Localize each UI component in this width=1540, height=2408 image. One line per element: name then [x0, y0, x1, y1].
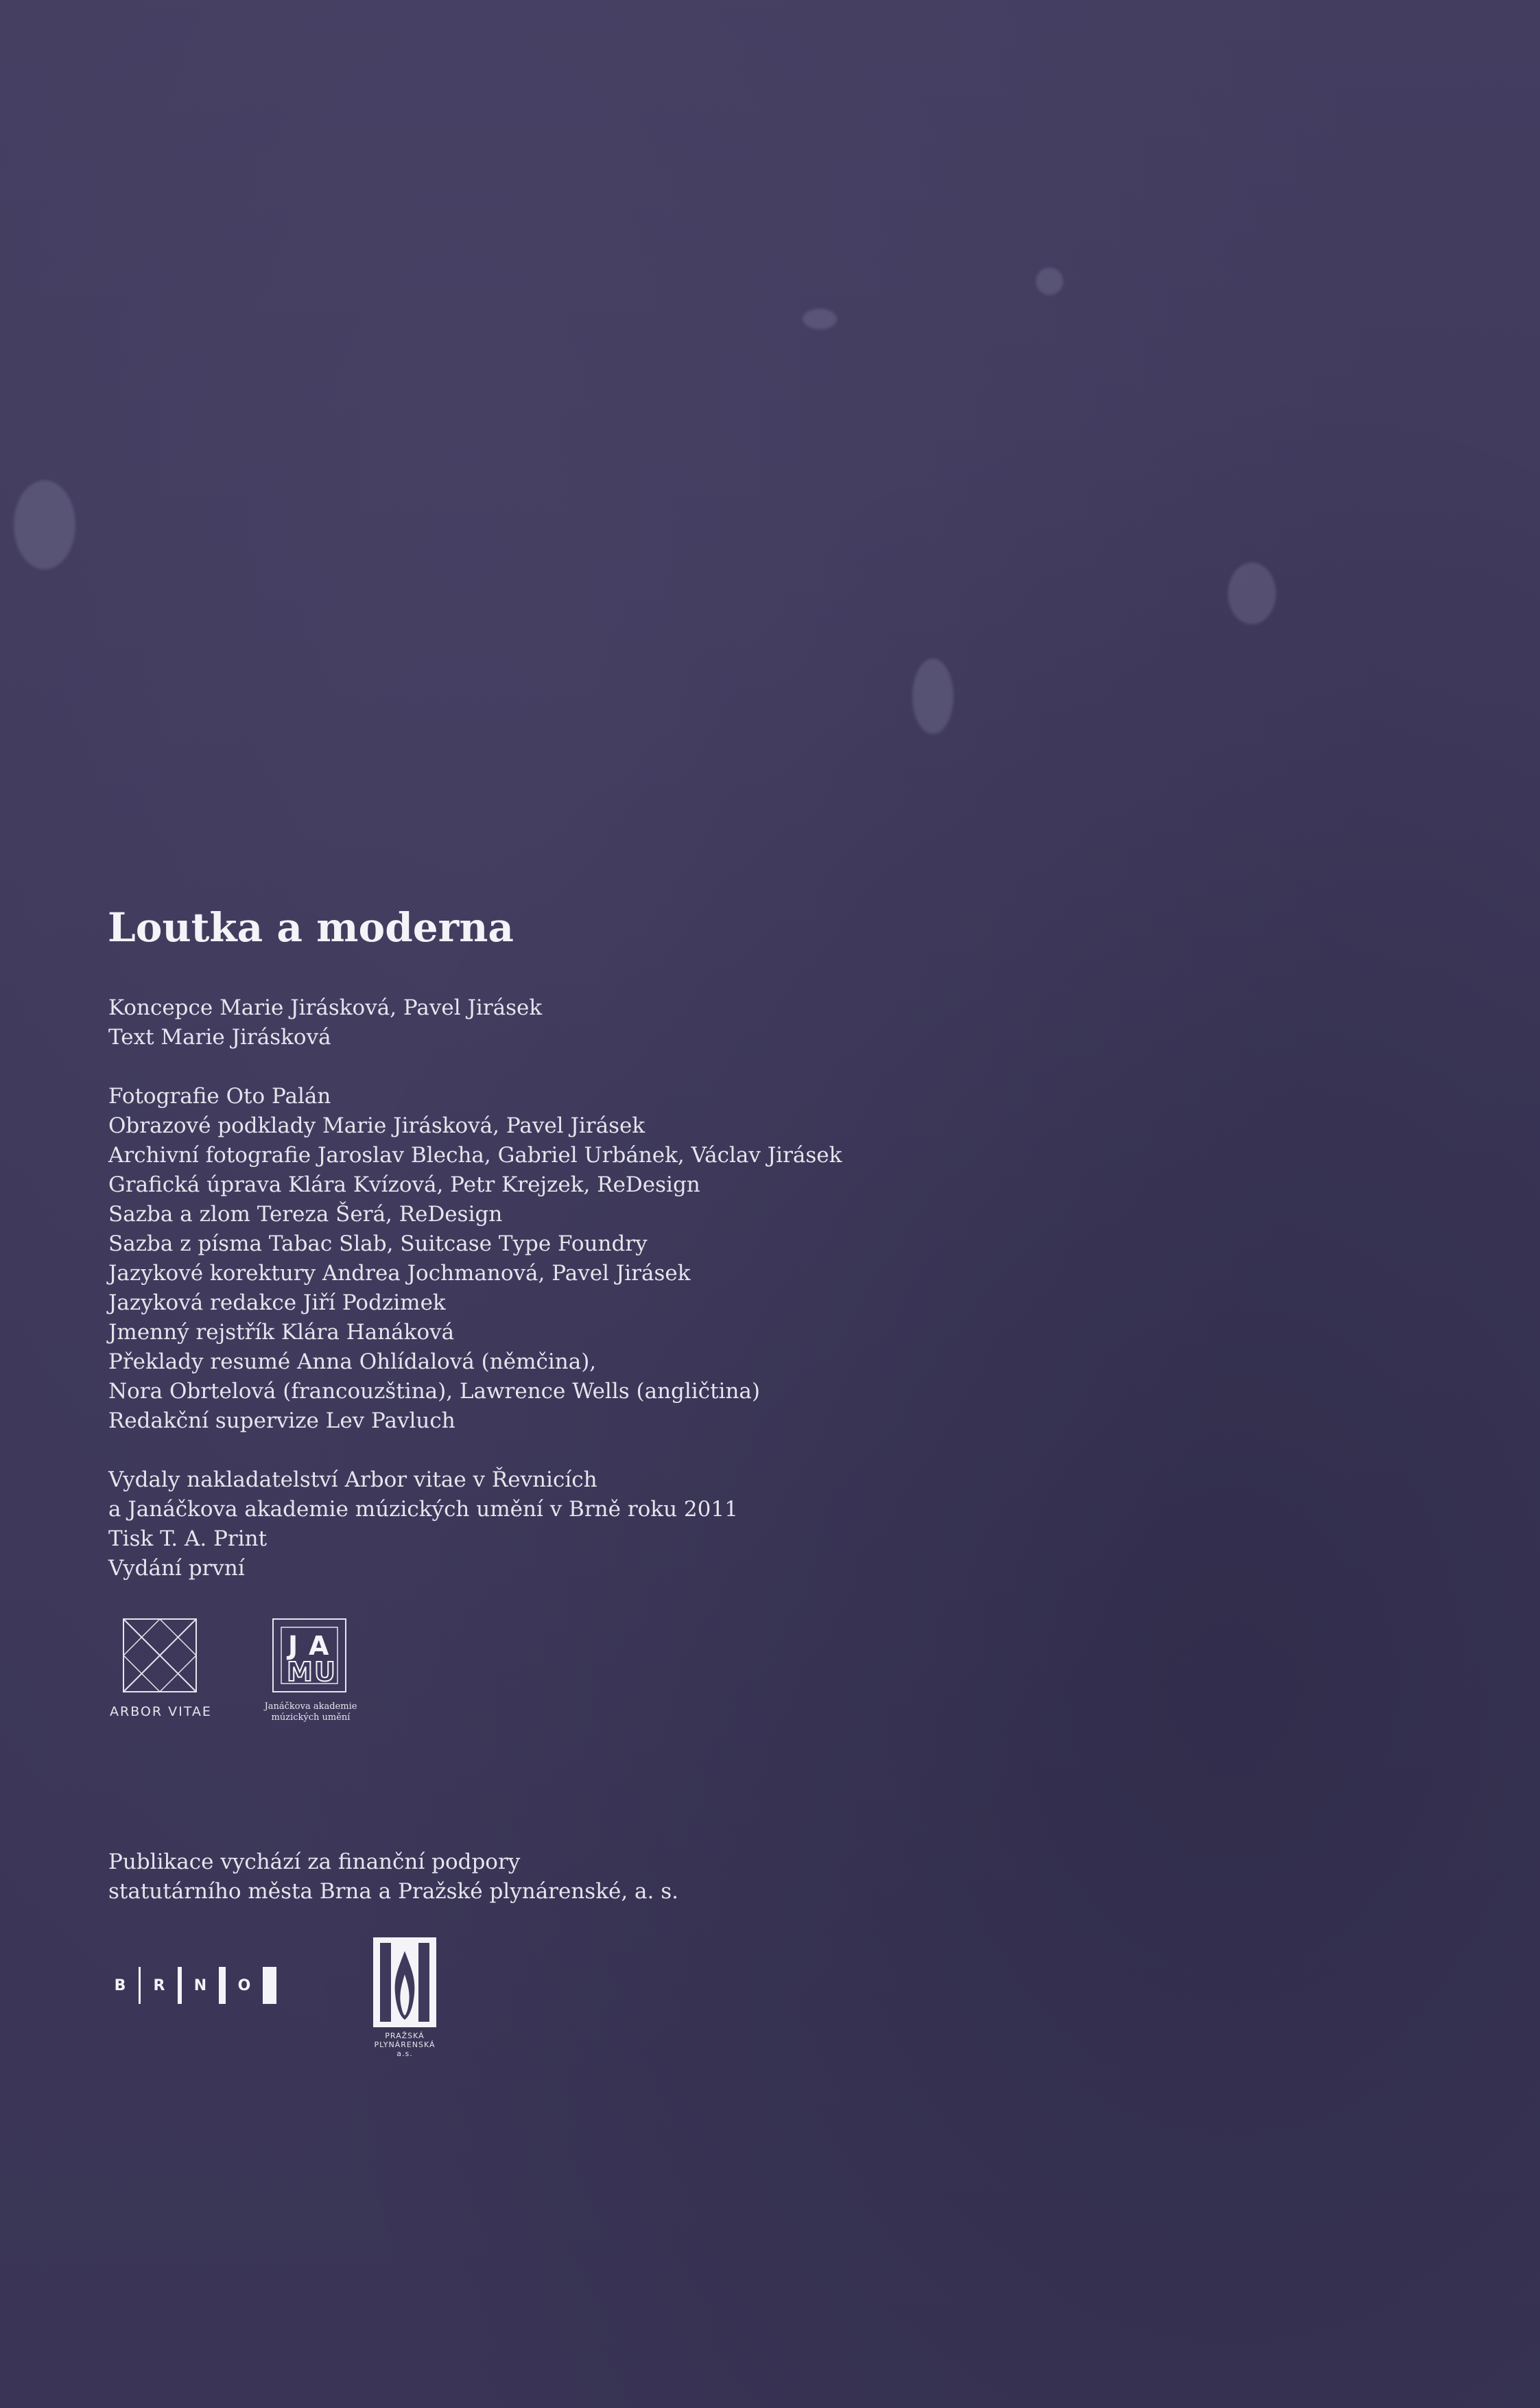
prazska-plynarenska-logo: [360, 1936, 449, 2058]
credit-line: Překlady resumé Anna Ohlídalová (němčina),: [108, 1349, 597, 1374]
credit-line: Sazba z písma Tabac Slab, Suitcase Type Foundry: [108, 1231, 648, 1256]
book-title: Loutka a moderna: [108, 904, 514, 951]
publisher-line: a Janáčkova akademie múzických umění v Brně roku 2011: [108, 1497, 738, 1522]
jamu-logo: [259, 1618, 396, 1723]
pp-caption-line: a.s.: [396, 2049, 413, 2058]
brno-logo: [110, 1966, 285, 2005]
credit-line: Sazba a zlom Tereza Šerá, ReDesign: [108, 1202, 503, 1227]
texture-speck: [14, 480, 75, 569]
credit-line: Fotografie Oto Palán: [108, 1084, 331, 1109]
credit-line: Grafická úprava Klára Kvízová, Petr Krejzek, ReDesign: [108, 1172, 700, 1197]
svg-text:U: U: [314, 1657, 335, 1687]
spacer: [108, 1436, 842, 1465]
credit-line: Obrazové podklady Marie Jirásková, Pavel Jirásek: [108, 1113, 645, 1138]
texture-speck: [803, 309, 837, 329]
brno-letter: B: [114, 1976, 126, 1994]
spacer: [108, 1052, 842, 1082]
publisher-line: Vydání první: [108, 1556, 245, 1581]
arbor-vitae-logo: [110, 1618, 213, 1719]
credit-line: Redakční supervize Lev Pavluch: [108, 1408, 455, 1433]
publisher-line: Vydaly nakladatelství Arbor vitae v Řevnicích: [108, 1467, 597, 1492]
credit-line: Text Marie Jirásková: [108, 1025, 331, 1050]
brno-letter: R: [153, 1976, 165, 1994]
svg-text:A: A: [309, 1631, 329, 1661]
texture-speck: [1036, 268, 1063, 295]
brno-bar: [219, 1967, 226, 2004]
credit-line: Archivní fotografie Jaroslav Blecha, Gabriel Urbánek, Václav Jirásek: [108, 1143, 842, 1168]
support-line: Publikace vychází za finanční podpory: [108, 1850, 521, 1874]
texture-speck: [912, 659, 953, 734]
credit-line: Jmenný rejstřík Klára Hanáková: [108, 1320, 455, 1345]
gas-flame-icon: [370, 1936, 439, 2029]
jamu-caption-line: múzických umění: [271, 1712, 351, 1723]
pp-caption-line: PRAŽSKÁ: [385, 2031, 425, 2040]
credit-line: Jazyková redakce Jiří Podzimek: [108, 1290, 446, 1315]
arbor-vitae-mark-icon: [122, 1618, 198, 1693]
credit-line: Jazykové korektury Andrea Jochmanová, Pavel Jirásek: [108, 1261, 691, 1286]
jamu-mark-icon: [272, 1618, 347, 1693]
support-note: [108, 1848, 678, 1907]
svg-text:J: J: [288, 1631, 298, 1661]
pp-caption-line: PLYNÁRENSKÁ: [374, 2040, 436, 2049]
prazska-plynarenska-caption: [360, 2031, 449, 2058]
brno-bar: [263, 1967, 276, 2004]
texture-speck: [1228, 563, 1276, 624]
brno-letter: O: [237, 1976, 251, 1994]
credits-block: [108, 993, 842, 1583]
brno-bar: [139, 1967, 141, 2004]
jamu-caption-line: Janáčkova akademie: [264, 1701, 357, 1712]
svg-text:M: M: [287, 1657, 313, 1687]
support-line: statutárního města Brna a Pražské plynárenské, a. s.: [108, 1879, 679, 1904]
publisher-line: Tisk T. A. Print: [108, 1526, 268, 1551]
credit-line: Nora Obrtelová (francouzština), Lawrence Wells (angličtina): [108, 1379, 760, 1404]
brno-bar: [178, 1967, 182, 2004]
brno-letter: N: [193, 1976, 207, 1994]
credit-line: Koncepce Marie Jirásková, Pavel Jirásek: [108, 995, 543, 1020]
arbor-vitae-label: ARBOR VITAE: [110, 1704, 212, 1719]
jamu-caption: [259, 1701, 362, 1723]
